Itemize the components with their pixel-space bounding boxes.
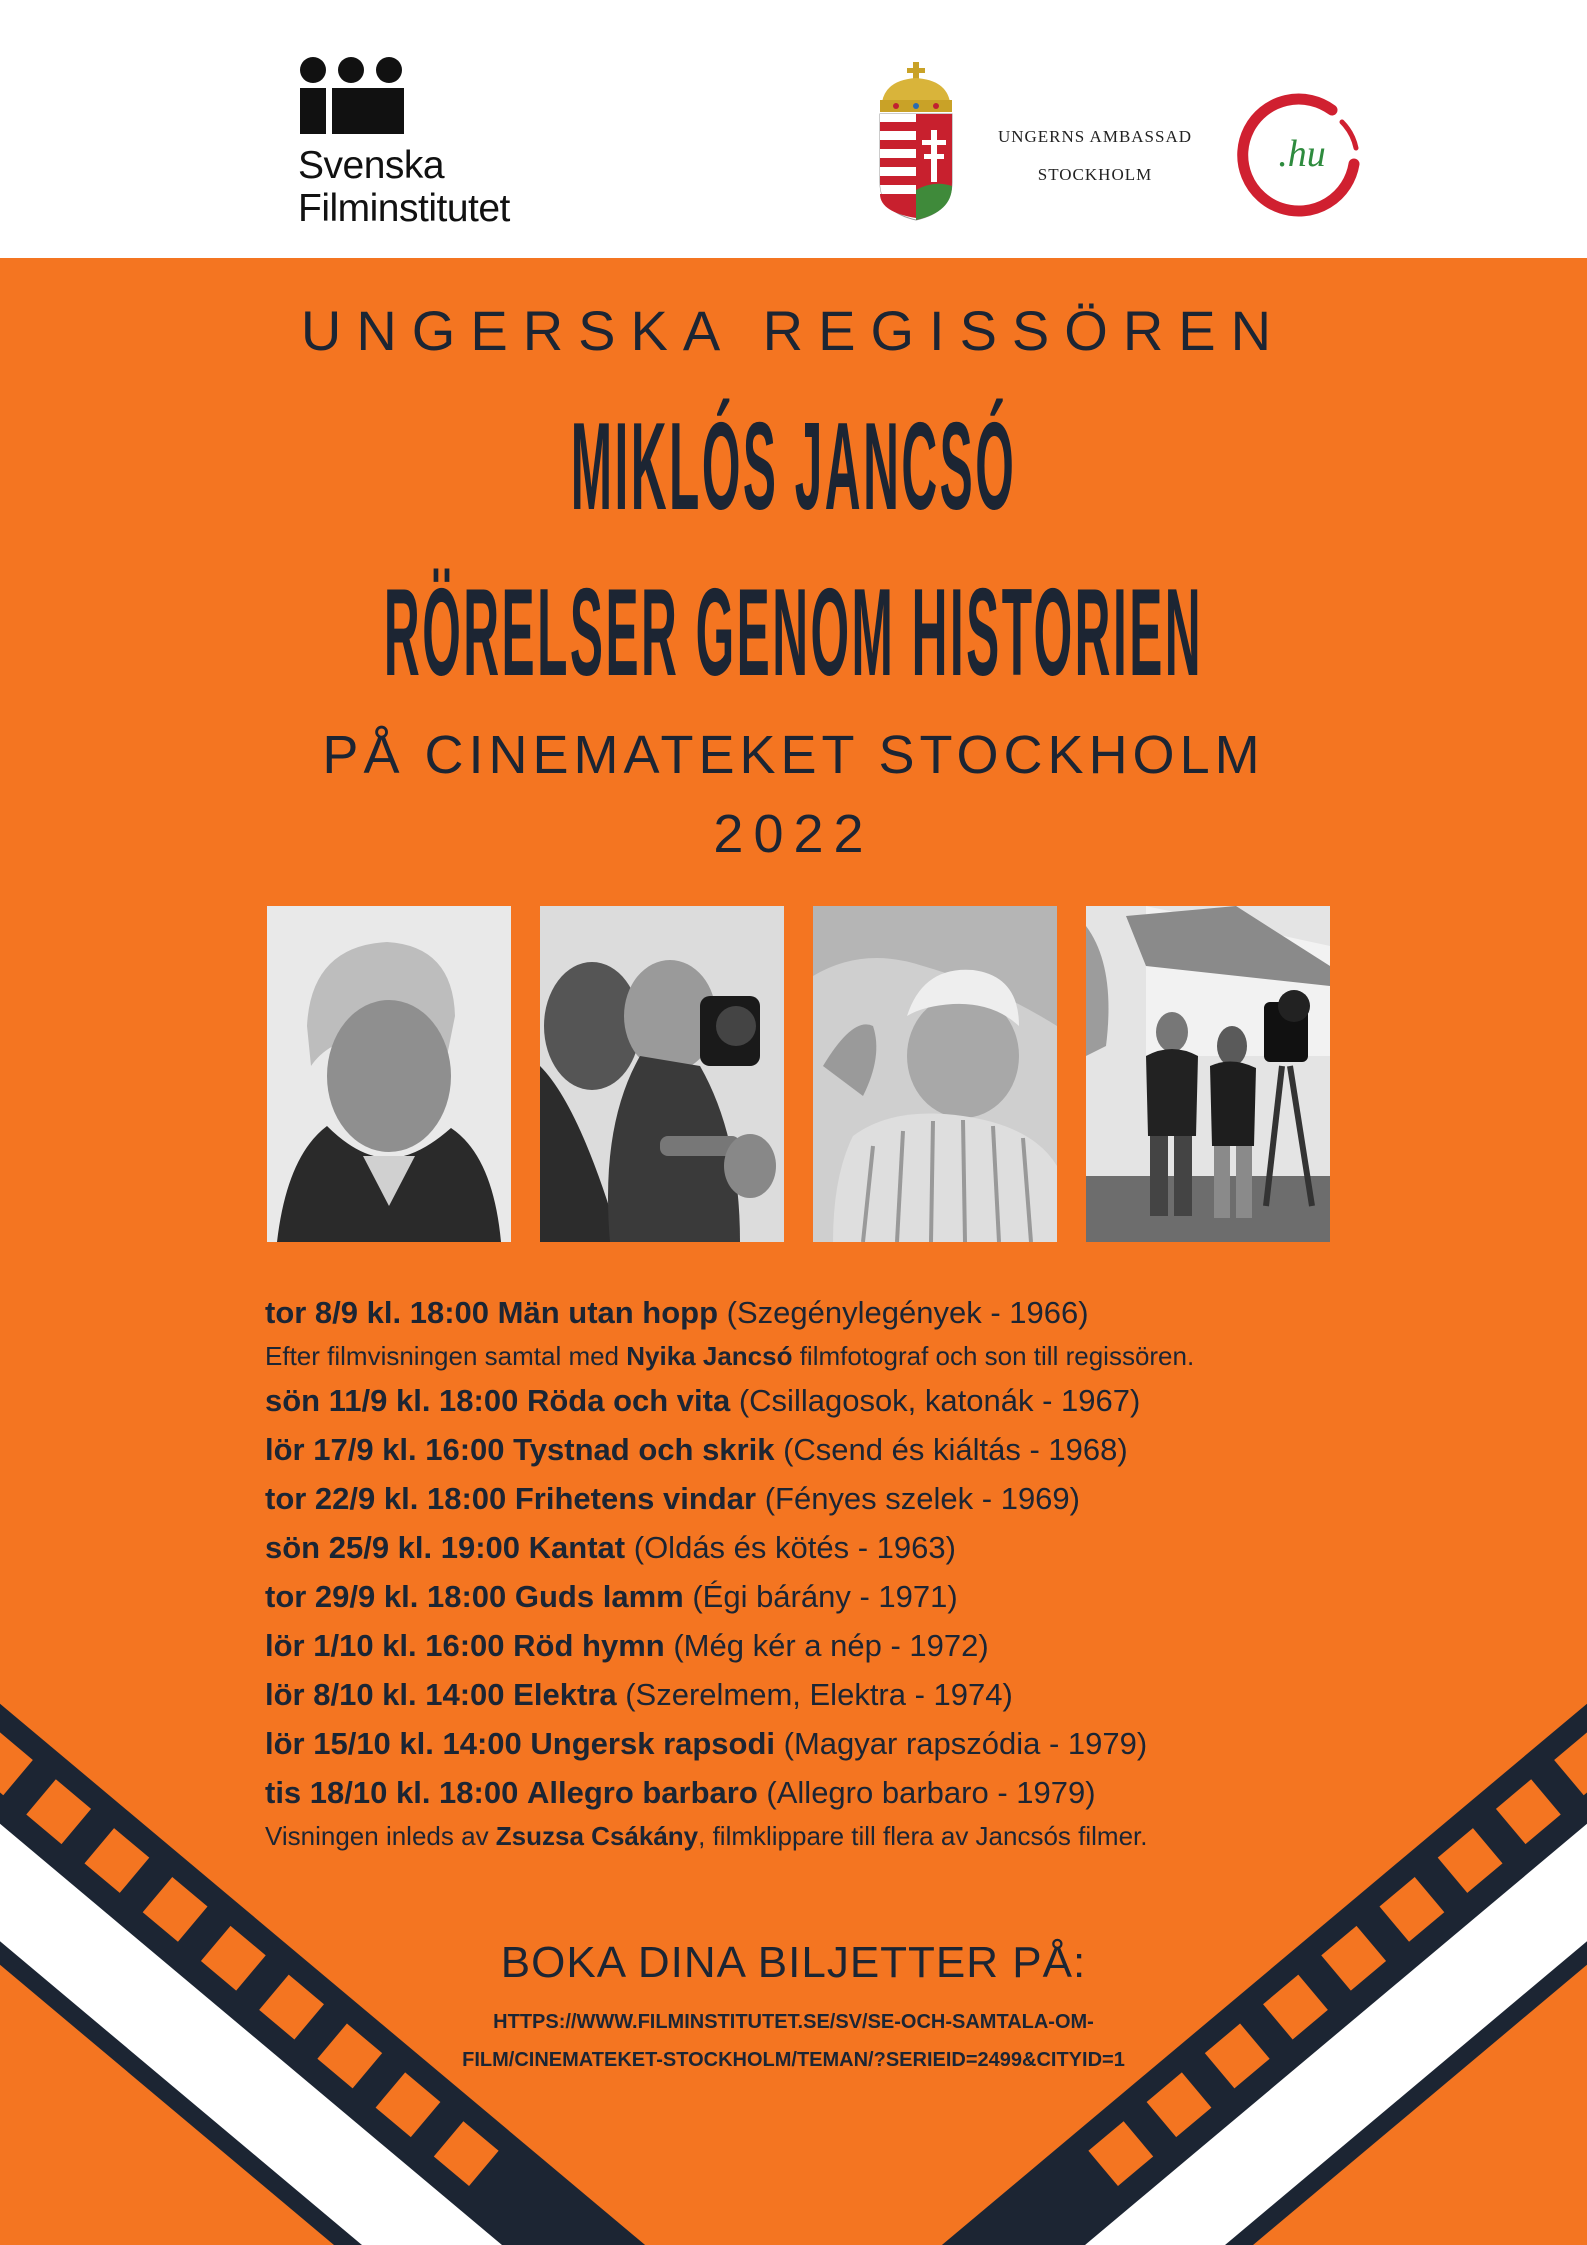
screening-row-7 (265, 1621, 1385, 1670)
screening-row-8 (265, 1670, 1385, 1719)
title-director-name: MIKLÓS JANCSÓ (570, 397, 1017, 536)
photo-director-older (813, 906, 1057, 1242)
hu-logo-text: .hu (1278, 133, 1326, 175)
screening-title: Guds lamm (514, 1579, 684, 1614)
screening-original: (Még kér a nép - 1972) (673, 1628, 989, 1663)
booking-heading: BOKA DINA BILJETTER PÅ: (500, 1938, 1087, 1987)
screening-title: Röd hymn (513, 1628, 665, 1663)
screening-row-6 (265, 1572, 1385, 1621)
screening-title: Män utan hopp (497, 1295, 719, 1330)
note-text: , filmklippare till flera av Jancsós filmer. (698, 1821, 1148, 1851)
screening-date: tor 8/9 kl. 18:00 (265, 1295, 490, 1330)
screening-date: lör 8/10 kl. 14:00 (265, 1677, 505, 1712)
hungarian-coat-of-arms-icon (876, 62, 956, 222)
screening-row-5 (265, 1523, 1385, 1572)
note-text: Visningen inleds av (265, 1821, 496, 1851)
sfi-logo-line2: Filminstitutet (298, 187, 510, 230)
embassy-name (972, 118, 1218, 194)
screening-original: (Fényes szelek - 1969) (764, 1481, 1080, 1516)
screening-date: sön 25/9 kl. 19:00 (265, 1530, 521, 1565)
note-guest-name: Zsuzsa Csákány (495, 1821, 699, 1851)
note-guest-name: Nyika Jancsó (626, 1341, 793, 1371)
screening-original: (Csillagosok, katonák - 1967) (738, 1383, 1141, 1418)
screening-title: Elektra (513, 1677, 617, 1712)
screening-original: (Szegénylegények - 1966) (726, 1295, 1089, 1330)
screening-row-10 (265, 1768, 1385, 1817)
screening-title: Kantat (528, 1530, 626, 1565)
title-year: 2022 (713, 804, 874, 864)
note-text: filmfotograf och son till regissören. (792, 1341, 1195, 1371)
booking-url[interactable] (380, 2003, 1207, 2079)
title-venue: PÅ CINEMATEKET STOCKHOLM (322, 725, 1265, 785)
screening-original: (Csend és kiáltás - 1968) (783, 1432, 1128, 1467)
screening-row-9 (265, 1719, 1385, 1768)
screening-date: sön 11/9 kl. 18:00 (265, 1383, 519, 1418)
svenska-filminstitutet-logo[interactable] (298, 56, 598, 236)
screening-date: lör 17/9 kl. 16:00 (265, 1432, 505, 1467)
screening-title: Frihetens vindar (514, 1481, 757, 1516)
screening-date: lör 15/10 kl. 14:00 (265, 1726, 522, 1761)
booking-url-line1[interactable]: HTTPS://WWW.FILMINSTITUTET.SE/SV/SE-OCH-SAMTALA-OM- (493, 2011, 1094, 2033)
screening-date: tor 22/9 kl. 18:00 (265, 1481, 507, 1516)
screening-title: Ungersk rapsodi (530, 1726, 776, 1761)
embassy-line2: STOCKHOLM (1037, 165, 1153, 184)
title-line1: UNGERSKA REGISSÖREN (300, 299, 1287, 362)
screening-note-1 (265, 1337, 1385, 1376)
screening-schedule (265, 1288, 1385, 1856)
screening-title: Tystnad och skrik (513, 1432, 775, 1467)
screening-row-3 (265, 1425, 1385, 1474)
screening-title: Röda och vita (526, 1383, 731, 1418)
header (0, 0, 1587, 258)
screening-row-2 (265, 1376, 1385, 1425)
screening-title: Allegro barbaro (526, 1775, 758, 1810)
hu-logo[interactable] (1232, 82, 1368, 218)
title-series-name: RÖRELSER GENOM HISTORIEN (383, 563, 1204, 702)
sfi-logo-icon (298, 56, 408, 136)
screening-date: lör 1/10 kl. 16:00 (265, 1628, 505, 1663)
photo-director-portrait (267, 906, 511, 1242)
screening-original: (Oldás és kötés - 1963) (633, 1530, 956, 1565)
screening-row-4 (265, 1474, 1385, 1523)
screening-original: (Allegro barbaro - 1979) (766, 1775, 1096, 1810)
booking-url-line2[interactable]: FILM/CINEMATEKET-STOCKHOLM/TEMAN/?SERIEID=2499&CITYID=1 (462, 2049, 1125, 2071)
embassy-line1: UNGERNS AMBASSAD (997, 127, 1193, 146)
screening-row-1 (265, 1288, 1385, 1337)
screening-original: (Magyar rapszódia - 1979) (783, 1726, 1148, 1761)
screening-note-2 (265, 1817, 1385, 1856)
photo-director-on-set (1086, 906, 1330, 1242)
screening-original: (Szerelmem, Elektra - 1974) (625, 1677, 1013, 1712)
screening-original: (Égi bárány - 1971) (692, 1579, 958, 1614)
photo-director-with-camera (540, 906, 784, 1242)
screening-date: tis 18/10 kl. 18:00 (265, 1775, 519, 1810)
sfi-logo-line1: Svenska (298, 144, 445, 187)
screening-date: tor 29/9 kl. 18:00 (265, 1579, 507, 1614)
poster (0, 258, 1587, 2245)
note-text: Efter filmvisningen samtal med (265, 1341, 627, 1371)
